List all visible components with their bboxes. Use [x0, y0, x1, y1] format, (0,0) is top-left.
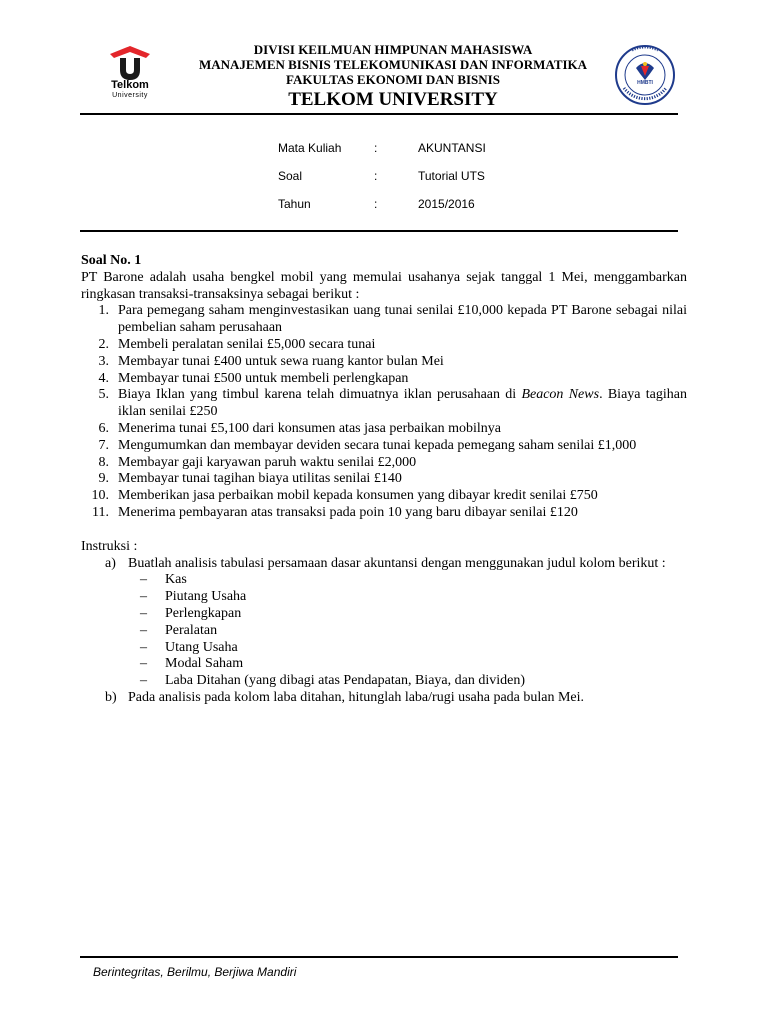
list-text-before: Biaya Iklan yang timbul karena telah dimuatnya iklan perusahaan di	[118, 387, 522, 403]
list-number: 7.	[98, 437, 109, 453]
instruction-label: b)	[105, 689, 117, 705]
list-item	[81, 354, 687, 371]
dash-bullet: –	[140, 605, 147, 621]
list-item	[81, 438, 687, 455]
list-number: 8.	[98, 454, 109, 470]
course-info-key: Mata Kuliah	[278, 141, 342, 155]
column-name: Kas	[165, 572, 187, 588]
course-info-separator: :	[374, 141, 378, 155]
instruction-label: a)	[105, 555, 116, 571]
footer-motto: Berintegritas, Berilmu, Berjiwa Mandiri	[93, 965, 297, 979]
course-info-separator: :	[374, 169, 378, 183]
list-number: 11.	[92, 504, 109, 520]
column-name: Perlengkapan	[165, 605, 242, 621]
list-text-after: . Biaya tagihan iklan senilai £250	[118, 387, 687, 420]
logo-brand-text: Telkom	[111, 79, 149, 91]
dash-bullet: –	[140, 572, 147, 588]
list-item	[128, 589, 687, 606]
list-item	[81, 421, 687, 438]
instruction-list	[81, 556, 687, 707]
instruction-text: Pada analisis pada kolom laba ditahan, hitunglah laba/rugi usaha pada bulan Mei.	[128, 689, 585, 705]
list-item	[81, 337, 687, 354]
list-text: Membayar tunai £400 untuk sewa ruang kantor bulan Mei	[118, 353, 444, 369]
list-number: 5.	[98, 387, 109, 403]
list-item	[128, 572, 687, 589]
instruction-item-a	[81, 556, 687, 690]
telkom-university-logo	[100, 44, 160, 104]
document-header	[160, 42, 626, 113]
list-number: 4.	[98, 370, 109, 386]
list-text: Membayar tunai £500 untuk membeli perlengkapan	[118, 370, 409, 386]
list-item	[128, 640, 687, 657]
list-number: 2.	[98, 336, 109, 352]
list-text: Membayar tunai tagihan biaya utilitas senilai £140	[118, 471, 402, 487]
document-body	[81, 253, 687, 707]
dash-bullet: –	[140, 673, 147, 689]
instruction-text: Buatlah analisis tabulasi persamaan dasar akuntansi dengan menggunakan judul kolom berikut :	[128, 555, 666, 571]
list-item	[81, 303, 687, 337]
column-name: Utang Usaha	[165, 639, 238, 655]
course-info-value: 2015/2016	[418, 197, 475, 211]
transaction-list	[81, 303, 687, 521]
dash-bullet: –	[140, 589, 147, 605]
logo-sub-text: University	[112, 92, 148, 99]
list-text: Memberikan jasa perbaikan mobil kepada konsumen yang dibayar kredit senilai £750	[118, 488, 598, 504]
header-divider	[80, 113, 678, 115]
column-name: Laba Ditahan (yang dibagi atas Pendapatan, Biaya, dan dividen)	[165, 673, 525, 689]
course-info-key: Tahun	[278, 197, 311, 211]
course-info-key: Soal	[278, 169, 303, 183]
header-line-3: FAKULTAS EKONOMI DAN BISNIS	[286, 72, 500, 87]
footer-divider	[80, 956, 678, 958]
header-line-4: TELKOM UNIVERSITY	[288, 89, 498, 110]
column-name: Peralatan	[165, 622, 218, 638]
list-item	[81, 471, 687, 488]
column-name: Modal Saham	[165, 656, 244, 672]
list-number: 9.	[98, 471, 109, 487]
list-item	[128, 656, 687, 673]
column-list	[128, 572, 687, 690]
dash-bullet: –	[140, 656, 147, 672]
question-heading: Soal No. 1	[81, 253, 142, 268]
list-number: 6.	[98, 420, 109, 436]
list-item	[81, 371, 687, 388]
hmbti-seal-icon	[614, 44, 676, 106]
dash-bullet: –	[140, 622, 147, 638]
list-item	[81, 488, 687, 505]
column-name: Piutang Usaha	[165, 589, 247, 605]
instruction-item-b	[81, 690, 687, 707]
header-line-2: MANAJEMEN BISNIS TELEKOMUNIKASI DAN INFORMATIKA	[198, 57, 588, 72]
list-number: 10.	[91, 488, 109, 504]
course-info-value: Tutorial UTS	[418, 169, 485, 183]
dash-bullet: –	[140, 639, 147, 655]
list-number: 1.	[98, 303, 109, 319]
list-text: Menerima pembayaran atas transaksi pada poin 10 yang baru dibayar senilai £120	[118, 504, 578, 520]
course-info-separator: :	[374, 197, 378, 211]
telkom-logo-mark-icon	[108, 44, 152, 84]
list-item	[81, 387, 687, 421]
hmbti-logo-text: HMBTI	[637, 80, 653, 86]
list-item	[81, 455, 687, 472]
list-text: Membeli peralatan senilai £5,000 secara tunai	[118, 336, 376, 352]
header-line-1: DIVISI KEILMUAN HIMPUNAN MAHASISWA	[253, 42, 533, 57]
list-text: Membayar gaji karyawan paruh waktu senilai £2,000	[118, 454, 417, 470]
hmbti-logo	[614, 44, 676, 106]
publication-name: Beacon News	[521, 387, 600, 403]
list-text: Menerima tunai £5,100 dari konsumen atas jasa perbaikan mobilnya	[118, 420, 501, 436]
list-item	[81, 505, 687, 522]
list-item	[128, 606, 687, 623]
list-item	[128, 673, 687, 690]
list-number: 3.	[98, 353, 109, 369]
course-info-value: AKUNTANSI	[418, 141, 486, 155]
info-divider	[80, 230, 678, 232]
question-intro: PT Barone adalah usaha bengkel mobil yang memulai usahanya sejak tanggal 1 Mei, menggambarkan ringkasan transaksi-transaksinya sebagai berikut :	[81, 269, 687, 302]
instruction-heading: Instruksi :	[81, 538, 138, 554]
list-text: Mengumumkan dan membayar deviden secara tunai kepada pemegang saham senilai £1,000	[118, 437, 637, 453]
list-text: Para pemegang saham menginvestasikan uang tunai senilai £10,000 kepada PT Barone sebagai nilai pembelian saham perusahaan	[118, 303, 687, 336]
list-item	[128, 623, 687, 640]
